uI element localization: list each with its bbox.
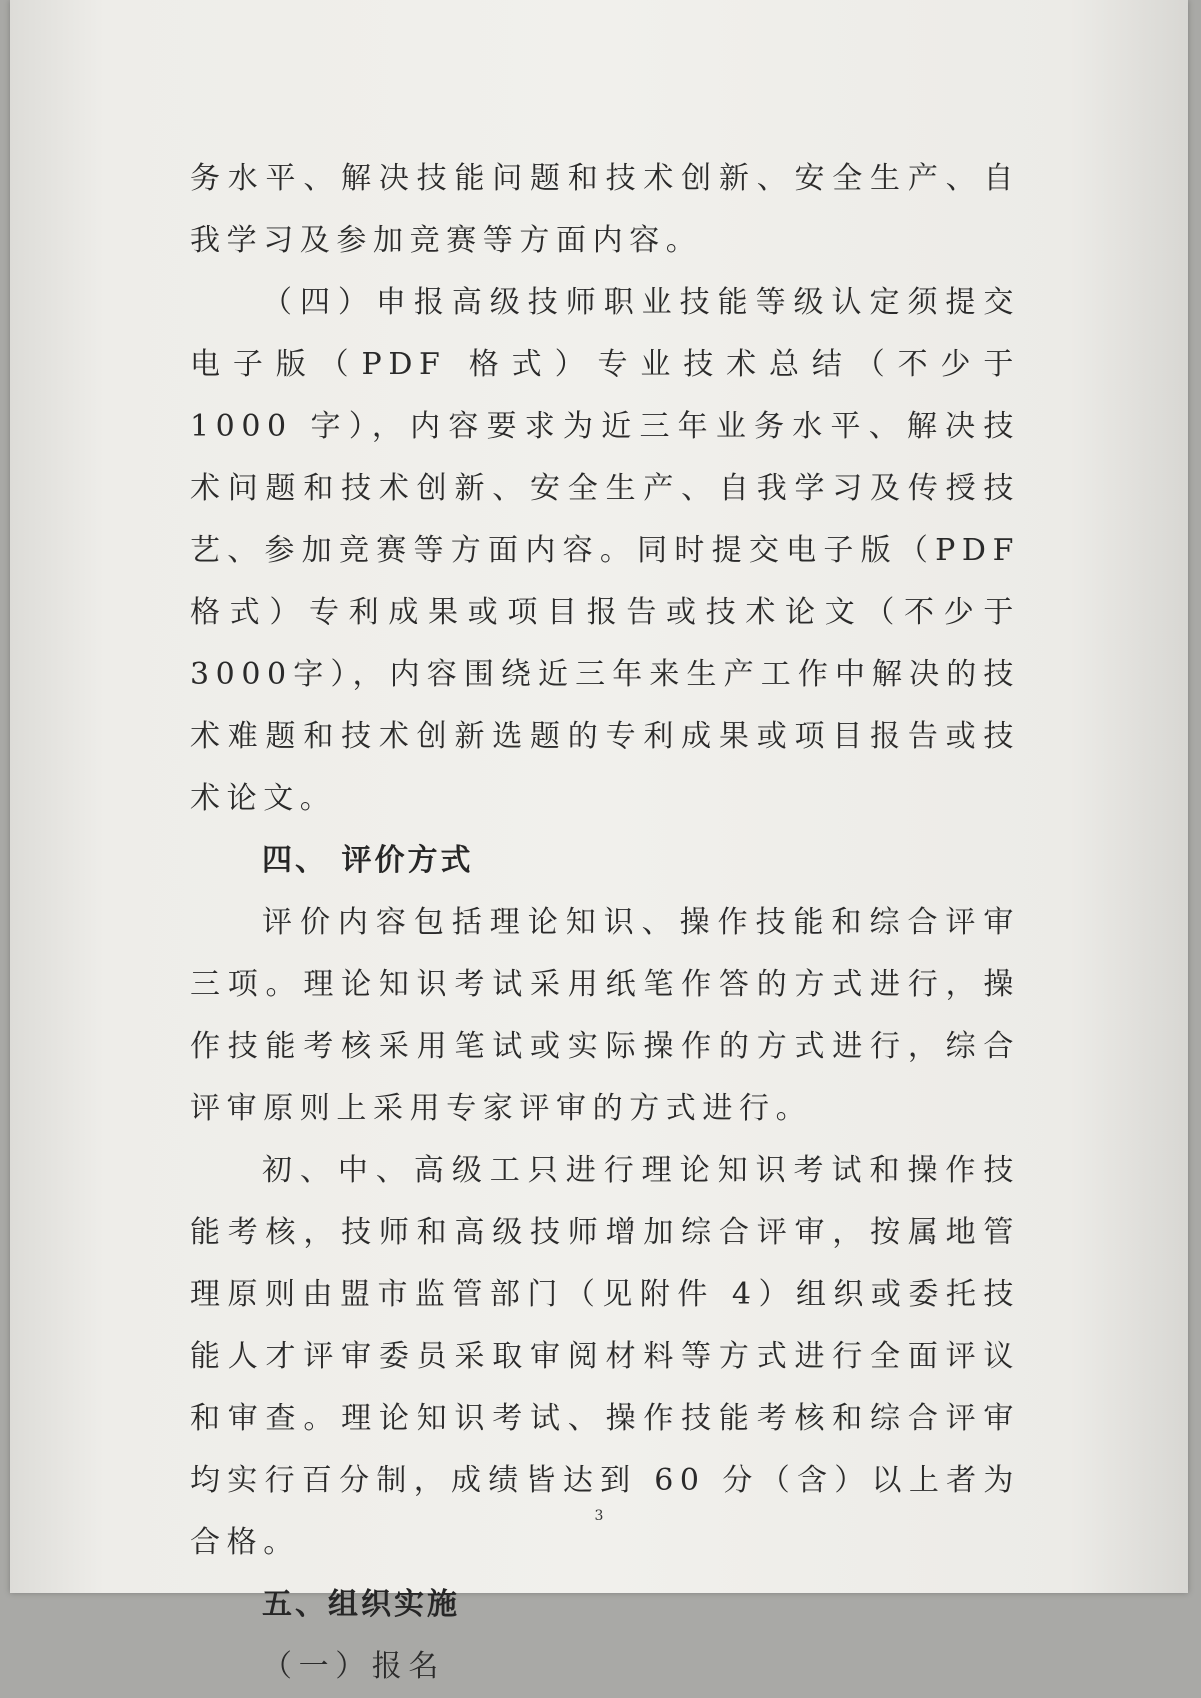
document-body [190,148,1020,1698]
paragraph-continuation: 务水平、解决技能问题和技术创新、安全生产、自我学习及参加竞赛等方面内容。 [190,161,1020,258]
section-heading-organization: 五、组织实施 [262,1587,460,1622]
subsection-registration: （一）报名 [262,1649,445,1684]
paragraph-evaluation-levels: 初、中、高级工只进行理论知识考试和操作技能考核，技师和高级技师增加综合评审，按属地管理原则由盟市监管部门（见附件 4）组织或委托技能人才评审委员采取审阅材料等方式进行全面评议和审查。理论知识考试、操作技能考核和综合评审均实行百分制，成绩皆达到 60 分（含）以上者为合格。 [190,1153,1020,1560]
section-heading-evaluation-method: 四、 评价方式 [262,843,474,878]
document-page [10,0,1188,1684]
paragraph-senior-technician-requirements: （四）申报高级技师职业技能等级认定须提交电子版（PDF 格式）专业技术总结（不少于 1000 字），内容要求为近三年业务水平、解决技术问题和技术创新、安全生产、自我学习及传授技艺、参加竞赛等方面内容。同时提交电子版（PDF 格式）专利成果或项目报告或技术论文（不少于 3000字），内容围绕近三年来生产工作中解决的技术难题和技术创新选题的专利成果或项目报告或技术论文。 [190,285,1020,816]
paragraph-evaluation-content: 评价内容包括理论知识、操作技能和综合评审三项。理论知识考试采用纸笔作答的方式进行，操作技能考核采用笔试或实际操作的方式进行，综合评审原则上采用专家评审的方式进行。 [190,905,1020,1126]
page-number: 3 [594,1508,604,1524]
